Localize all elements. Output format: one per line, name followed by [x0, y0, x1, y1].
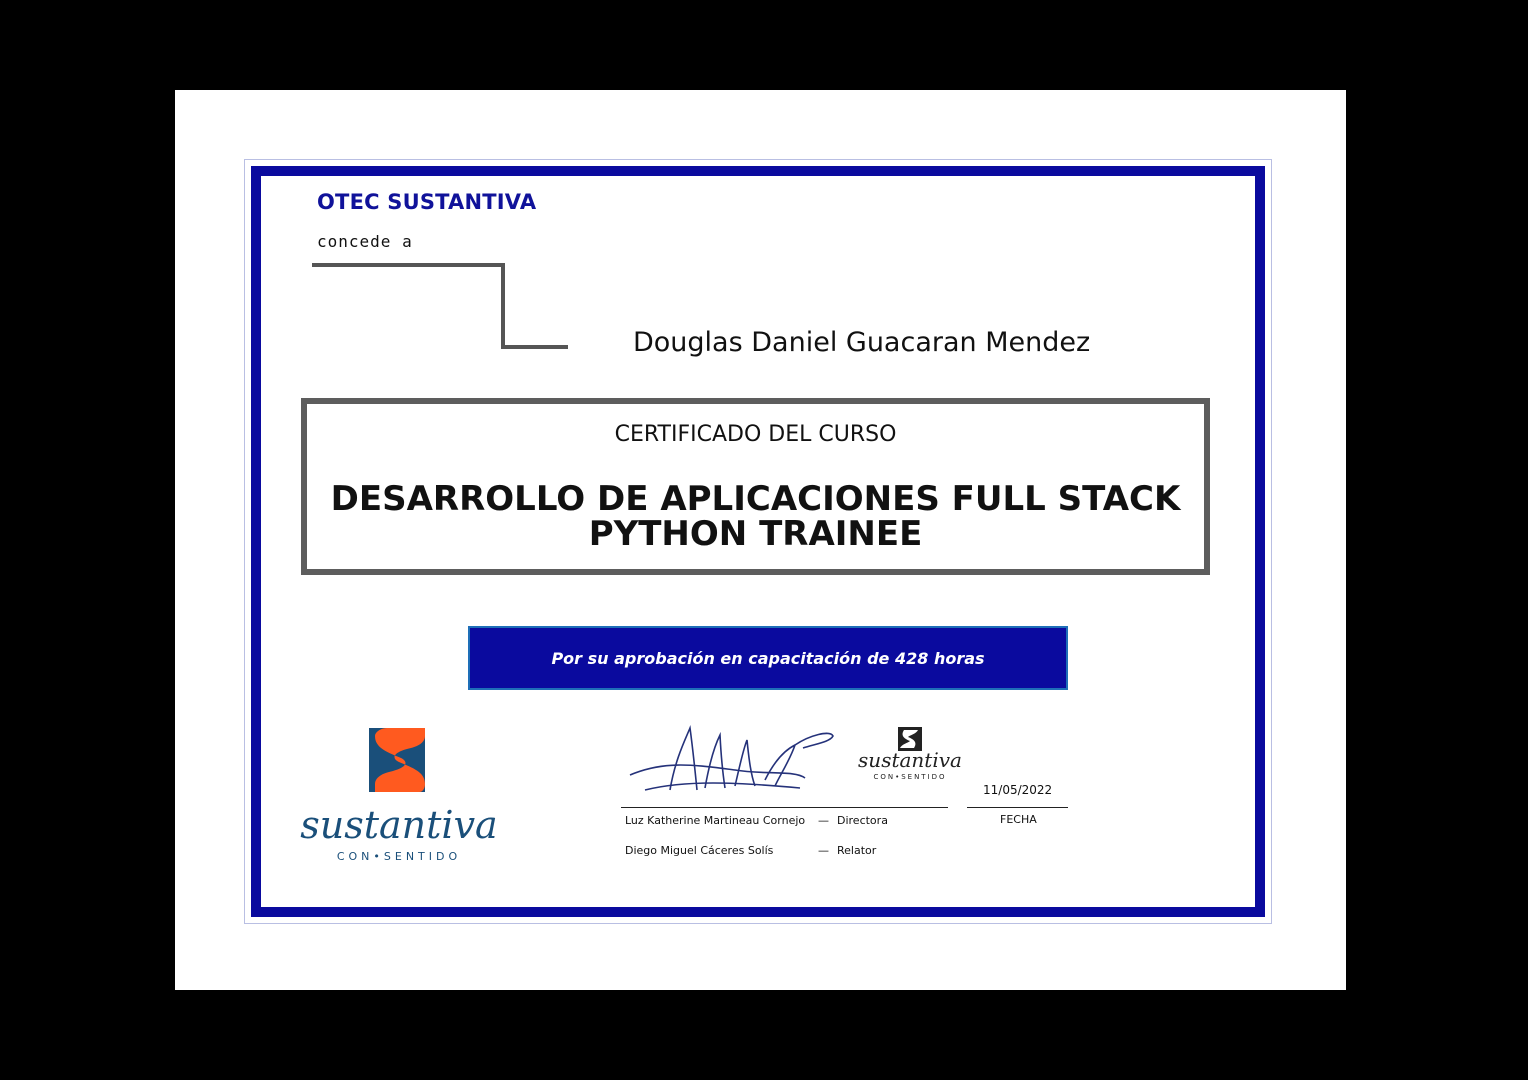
- logo-wordmark: sustantiva: [300, 803, 498, 847]
- signer-role: Relator: [837, 844, 877, 857]
- date-label: FECHA: [1000, 813, 1037, 826]
- issue-date: 11/05/2022: [983, 783, 1053, 797]
- date-line: [967, 807, 1068, 808]
- issuer-name: OTEC SUSTANTIVA: [317, 190, 537, 214]
- decor-line: [501, 263, 505, 349]
- concede-text: concede a: [317, 232, 413, 251]
- stamp-logo: [845, 725, 975, 785]
- signer-dash: —: [818, 844, 829, 857]
- signature-line: [621, 807, 948, 808]
- decor-line: [501, 345, 568, 349]
- approval-text: Por su aprobación en capacitación de 428 horas: [551, 648, 985, 668]
- signature-image: [625, 720, 840, 805]
- course-box: [301, 398, 1210, 575]
- stamp-tagline: CON•SENTIDO: [873, 773, 947, 781]
- signer-name: Luz Katherine Martineau Cornejo: [625, 814, 806, 827]
- recipient-name: Douglas Daniel Guacaran Mendez: [633, 327, 1091, 358]
- signer-role: Directora: [837, 814, 888, 827]
- course-title: DESARROLLO DE APLICACIONES FULL STACK PYTHON TRAINEE: [330, 479, 1181, 554]
- stamp-wordmark: sustantiva: [858, 748, 962, 772]
- signer-dash: —: [818, 814, 829, 827]
- logo-tagline: CON•SENTIDO: [336, 850, 462, 863]
- course-label: CERTIFICADO DEL CURSO: [614, 422, 897, 447]
- approval-banner: [468, 626, 1068, 690]
- decor-line: [312, 263, 505, 267]
- certificate-page: [175, 90, 1346, 990]
- sustantiva-logo: [289, 726, 509, 866]
- signer-name: Diego Miguel Cáceres Solís: [625, 844, 774, 857]
